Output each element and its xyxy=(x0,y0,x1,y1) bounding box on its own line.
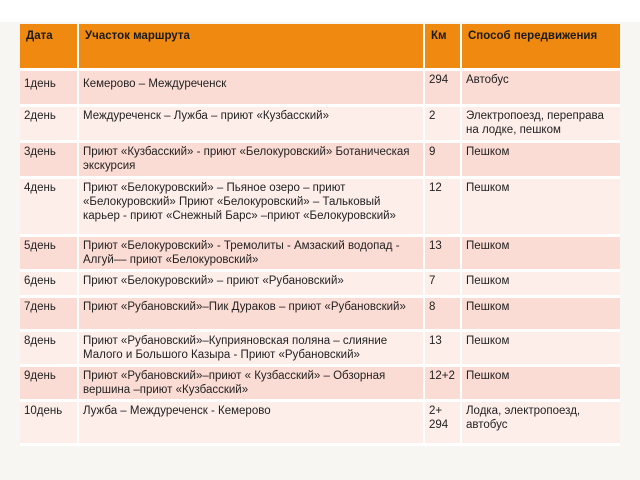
cell-date: 1день xyxy=(20,70,78,106)
route-table xyxy=(20,24,620,446)
cell-km: 2 xyxy=(424,106,461,142)
table-row xyxy=(20,106,620,142)
table-row xyxy=(20,178,620,236)
cell-km: 13 xyxy=(424,331,461,366)
cell-segment: Кемерово – Междуреченск xyxy=(78,70,424,106)
cell-mode: Пешком xyxy=(461,236,620,271)
table-row xyxy=(20,70,620,106)
header-segment: Участок маршрута xyxy=(78,24,424,70)
cell-mode: Пешком xyxy=(461,366,620,401)
cell-segment: Приют «Рубановский»–Пик Дураков – приют «Рубановский» xyxy=(78,297,424,331)
cell-segment: Междуреченск – Лужба – приют «Кузбасский» xyxy=(78,106,424,142)
header-mode: Способ передвижения xyxy=(461,24,620,70)
cell-mode: Лодка, электропоезд, автобус xyxy=(461,401,620,445)
cell-date: 2день xyxy=(20,106,78,142)
cell-date: 7день xyxy=(20,297,78,331)
cell-km: 294 xyxy=(424,70,461,106)
cell-km: 8 xyxy=(424,297,461,331)
cell-date: 6день xyxy=(20,271,78,297)
table-row xyxy=(20,297,620,331)
cell-segment: Приют «Рубановский»–Куприяновская поляна – слияние Малого и Большого Казыра - Приют «Рубановский» xyxy=(78,331,424,366)
cell-date: 8день xyxy=(20,331,78,366)
cell-date: 4день xyxy=(20,178,78,236)
table-row xyxy=(20,366,620,401)
cell-date: 10день xyxy=(20,401,78,445)
table-header-row xyxy=(20,24,620,70)
cell-km: 7 xyxy=(424,271,461,297)
cell-date: 3день xyxy=(20,142,78,178)
cell-mode: Автобус xyxy=(461,70,620,106)
cell-km: 9 xyxy=(424,142,461,178)
cell-mode: Электропоезд, переправа на лодке, пешком xyxy=(461,106,620,142)
cell-segment: Приют «Кузбасский» - приют «Белокуровский» Ботаническая экскурсия xyxy=(78,142,424,178)
slide-top-band xyxy=(0,0,640,22)
cell-segment: Лужба – Междуреченск - Кемерово xyxy=(78,401,424,445)
header-date: Дата xyxy=(20,24,78,70)
cell-segment: Приют «Рубановский»–приют « Кузбасский» – Обзорная вершина –приют «Кузбасский» xyxy=(78,366,424,401)
table-row xyxy=(20,401,620,445)
cell-km: 12+2 xyxy=(424,366,461,401)
cell-segment: Приют «Белокуровский» – приют «Рубановский» xyxy=(78,271,424,297)
cell-km: 12 xyxy=(424,178,461,236)
cell-segment: Приют «Белокуровский» - Тремолиты - Амзаский водопад - Алгуй–– приют «Белокуровский» xyxy=(78,236,424,271)
header-km: Км xyxy=(424,24,461,70)
table-row xyxy=(20,236,620,271)
cell-mode: Пешком xyxy=(461,271,620,297)
cell-km: 2+ 294 xyxy=(424,401,461,445)
cell-mode: Пешком xyxy=(461,142,620,178)
cell-mode: Пешком xyxy=(461,331,620,366)
cell-mode: Пешком xyxy=(461,297,620,331)
cell-segment: Приют «Белокуровский» – Пьяное озеро – приют «Белокуровский» Приют «Белокуровский» – Тальковый карьер - приют «Снежный Барс» –приют «Белокуровский» xyxy=(78,178,424,236)
cell-date: 9день xyxy=(20,366,78,401)
table-row xyxy=(20,271,620,297)
cell-km: 13 xyxy=(424,236,461,271)
table-row xyxy=(20,331,620,366)
cell-date: 5день xyxy=(20,236,78,271)
cell-mode: Пешком xyxy=(461,178,620,236)
table-row xyxy=(20,142,620,178)
